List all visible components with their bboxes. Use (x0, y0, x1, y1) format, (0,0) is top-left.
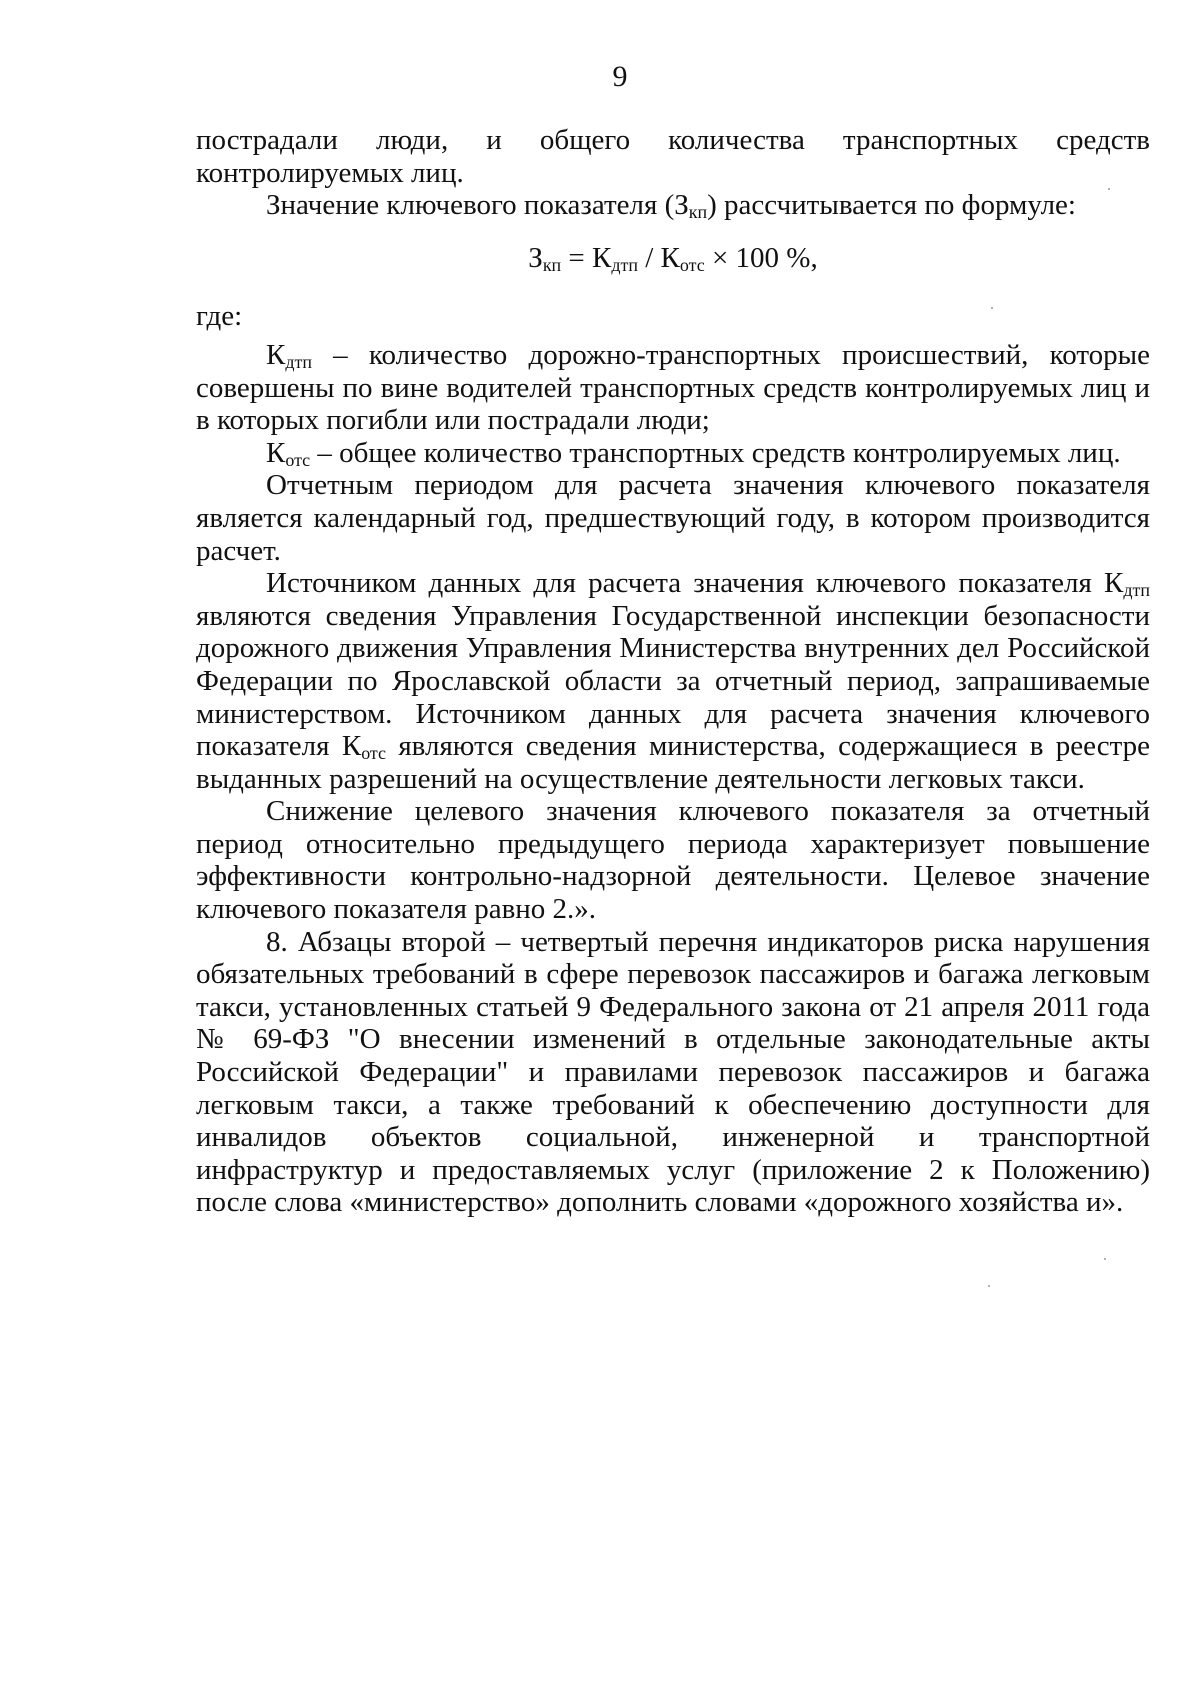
where-label: где: (196, 300, 243, 333)
kots-symbol: К (266, 436, 286, 469)
scan-speck (1108, 188, 1110, 190)
formula-tail: × 100 %, (704, 241, 818, 274)
formula-div: / К (638, 241, 680, 274)
source-text-start: Источником данных для расчета значения ключевого показателя К (266, 567, 1124, 600)
formula-eq: = К (561, 241, 612, 274)
source-kdtp-subscript: дтп (1123, 580, 1150, 601)
scan-speck (988, 1285, 990, 1287)
kdtp-definition-text: – количество дорожно-транспортных происшествий, которые совершены по вине водителей транспортных средств контролируемых лиц и в которых погибли или пострадали люди; (196, 338, 1150, 437)
paragraph-formula-intro (196, 189, 1150, 222)
paragraph-target-value: Снижение целевого значения ключевого показателя за отчетный период относительно предыдущего периода характеризует повышение эффективности контрольно-надзорной деятельности. Целевое значение ключевого показателя равно 2.». (196, 795, 1150, 926)
formula (196, 242, 1150, 275)
scan-speck (991, 307, 993, 309)
paragraph-reporting-period: Отчетным периодом для расчета значения ключевого показателя является календарный год, предшествующий году, в котором производится расчет. (196, 469, 1150, 567)
source-text-end: являются сведения министерства, содержащиеся в реестре выданных разрешений на осуществление деятельности легковых такси. (196, 730, 1150, 795)
kots-subscript: отс (285, 449, 311, 470)
formula-z: З (528, 241, 543, 274)
kdtp-subscript: дтп (285, 351, 312, 372)
paragraph-continuation (196, 124, 1150, 157)
source-kots-subscript: отс (361, 743, 386, 764)
definition-kots (196, 437, 1150, 470)
kdtp-symbol: К (266, 338, 286, 371)
scan-speck (1104, 1258, 1106, 1260)
page-number: 9 (612, 60, 628, 93)
formula-intro-end: ) рассчитывается по формуле: (707, 189, 1076, 222)
paragraph-continuation-end (196, 157, 1150, 190)
document-body (196, 124, 1150, 1219)
formula-k2-sub: отс (679, 254, 705, 275)
continuation-line-1: пострадали люди, и общего количества транспортных средств (196, 124, 1150, 156)
paragraph-data-sources (196, 567, 1150, 795)
paragraph-item-8: 8. Абзацы второй – четвертый перечня индикаторов риска нарушения обязательных требований в сфере перевозок пассажиров и багажа легковым такси, установленных статьей 9 Федерального закона от 21 апреля 2011 года № 69-ФЗ "О внесении изменений в отдельные законодательные акты Российской Федерации" и правилами перевозок пассажиров и багажа легковым такси, а также требований к обеспечению доступности для инвалидов объектов социальной, инженерной и транспортной инфраструктур и предоставляемых услуг (приложение 2 к Положению) после слова «министерство» дополнить словами «дорожного хозяйства и». (196, 925, 1150, 1219)
formula-k1-sub: дтп (611, 254, 638, 275)
formula-intro-subscript: кп (688, 202, 708, 223)
formula-z-sub: кп (542, 254, 562, 275)
source-text-middle: являются сведения Управления Государственной инспекции безопасности дорожного движения Управления Министерства внутренних дел Российской Федерации по Ярославской области за отчетный период, запрашиваемые министерством. Источником данных для расчета значения ключевого показателя К (196, 599, 1150, 763)
formula-intro-text: Значение ключевого показателя (З (266, 189, 689, 222)
continuation-line-2: контролируемых лиц. (196, 156, 464, 189)
definition-kdtp (196, 339, 1150, 437)
kots-definition-text: – общее количество транспортных средств контролируемых лиц. (310, 436, 1121, 469)
